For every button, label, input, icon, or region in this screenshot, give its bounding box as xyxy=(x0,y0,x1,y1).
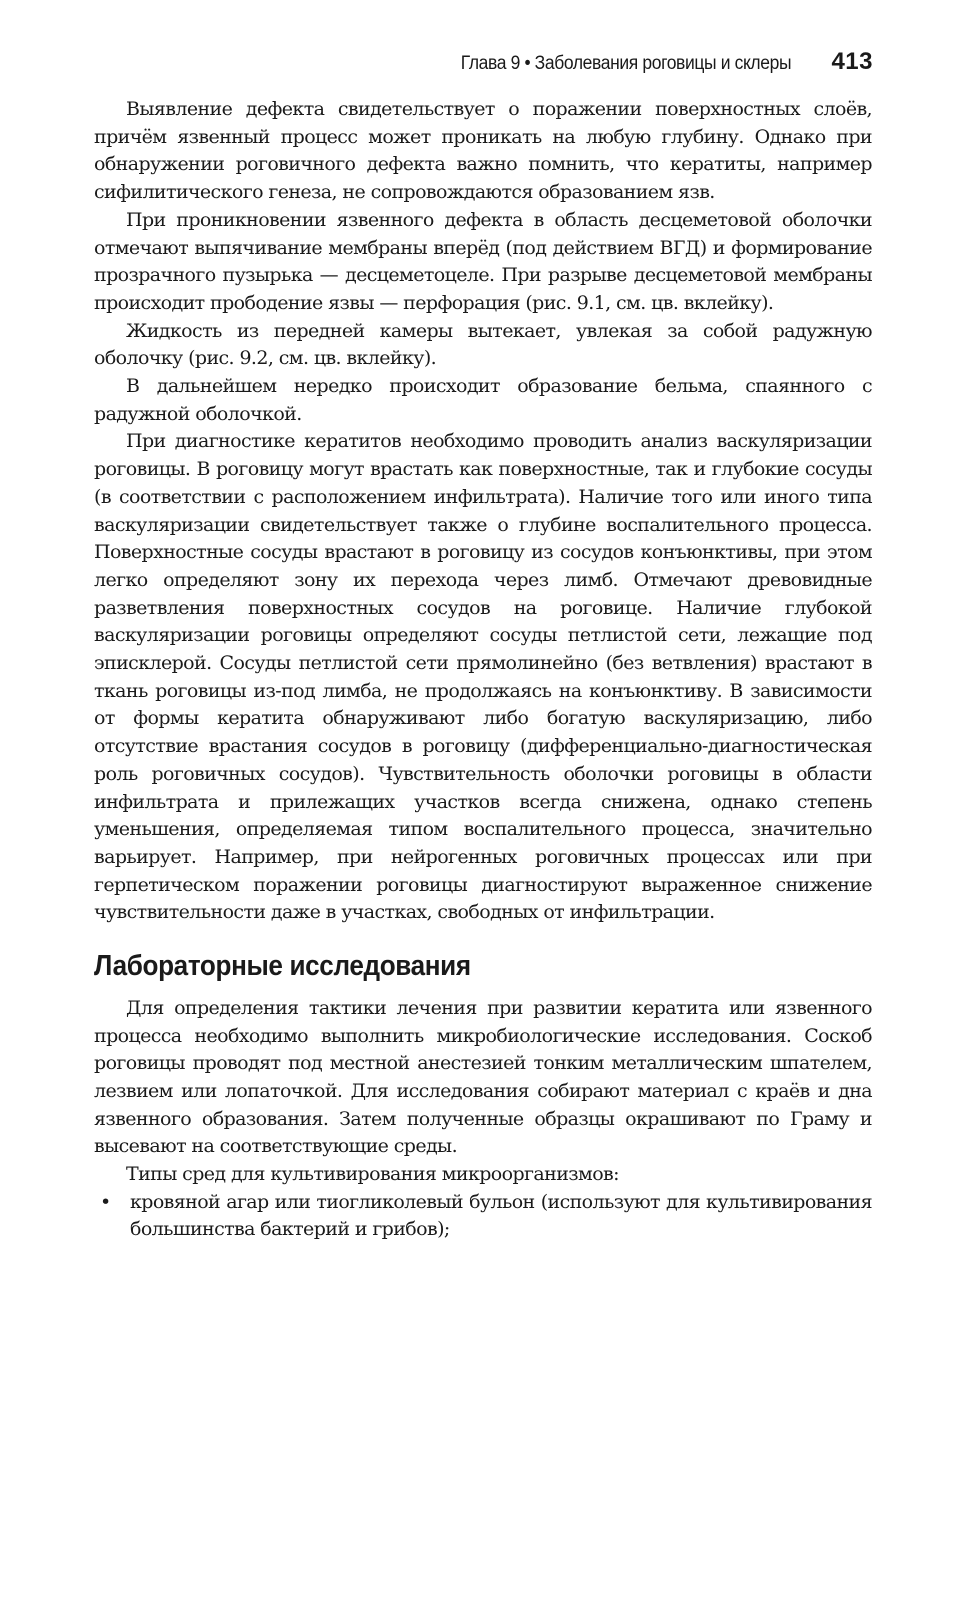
body-text xyxy=(94,96,872,1244)
list-item-text: кровяной агар или тиогликолевый бульон (используют для культивирования большинства бактерий и грибов); xyxy=(130,1190,872,1241)
paragraph-fluid-leak: Жидкость из передней камеры вытекает, увлекая за собой радужную оболочку (рис. 9.2, см. цв. вклейку). xyxy=(94,319,872,370)
bullet-icon: • xyxy=(100,1190,111,1213)
section-title: Лабораторные исследования xyxy=(94,950,471,983)
running-head xyxy=(94,48,873,88)
chapter-header: Глава 9 • Заболевания роговицы и склеры xyxy=(461,53,792,74)
paragraph-descemetocele: При проникновении язвенного дефекта в область десцеметовой оболочки отмечают выпячивание мембраны вперёд (под действием ВГД) и формирование прозрачного пузырька — десцеметоцеле. При разрыве десцеметовой мембраны происходит прободение язвы — перфорация (рис. 9.1, см. цв. вклейку). xyxy=(94,208,872,314)
paragraph-defect: Выявление дефекта свидетельствует о поражении поверхностных слоёв, причём язвенный процесс может проникать на любую глубину. Однако при обнаружении роговичного дефекта важно помнить, что кератиты, например сифилитического генеза, не сопровождаются образованием язв. xyxy=(94,98,872,204)
page-number: 413 xyxy=(831,48,873,75)
paragraph-leukoma: В дальнейшем нередко происходит образование бельма, спаянного с радужной оболочкой. xyxy=(94,375,872,425)
paragraph-media-types: Типы сред для культивирования микроорганизмов: xyxy=(126,1163,619,1186)
media-list xyxy=(94,1189,872,1244)
paragraph-microbiology: Для определения тактики лечения при развитии кератита или язвенного процесса необходимо выполнить микробиологические исследования. Соскоб роговицы проводят под местной анестезией тонким металлическим шпателем, лезвием или лопаточкой. Для исследования собирают материал с краёв и дна язвенного образования. Затем полученные образцы окрашивают по Граму и высевают на соответствующие среды. xyxy=(94,996,872,1158)
paragraph-vascularization: При диагностике кератитов необходимо проводить анализ васкуляризации роговицы. В роговицу могут врастать как поверхностные, так и глубокие сосуды (в соответствии с расположением инфильтрата). Наличие того или иного типа васкуляризации свидетельствует также о глубине воспалительного процесса. Поверхностные сосуды врастают в роговицу из сосудов конъюнктивы, при этом легко определяют зону их перехода через лимб. Отмечают древовидные разветвления поверхностных сосудов на роговице. Наличие глубокой васкуляризации роговицы определяют сосуды петлистой сети, лежащие под эписклерой. Сосуды петлистой сети прямолинейно (без ветвления) врастают в ткань роговицы из-под лимба, не продолжаясь на конъюнктиву. В зависимости от формы кератита обнаруживают либо богатую васкуляризацию, либо отсутствие врастания сосудов в роговицу (дифференциально-диагностическая роль роговичных сосудов). Чувствительность оболочки роговицы в области инфильтрата и прилежащих участков всегда снижена, однако степень уменьшения, определяемая типом воспалительного процесса, значительно варьирует. Например, при нейрогенных роговичных процессах или при герпетическом поражении роговицы диагностируют выраженное снижение чувствительности даже в участках, свободных от инфильтрации. xyxy=(94,430,872,924)
list-item xyxy=(94,1189,872,1244)
